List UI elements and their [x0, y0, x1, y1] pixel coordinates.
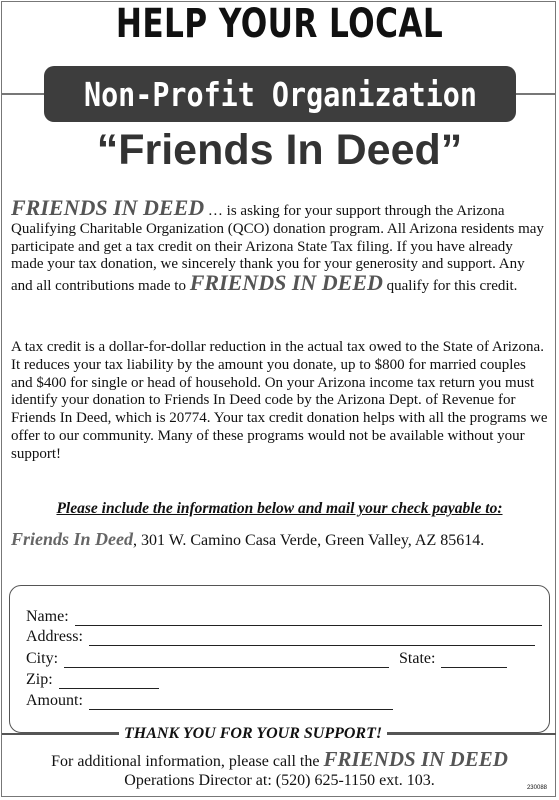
- contact-line-1: [0, 747, 559, 772]
- thank-you-text: THANK YOU FOR YOUR SUPPORT!: [119, 722, 387, 746]
- intro-paragraph: [11, 195, 549, 296]
- tax-credit-paragraph: A tax credit is a dollar-for-dollar reduction in the actual tax owed to the State of Arizona. It reduces your tax liability by the amount you donate, up to $800 for married couples and $400 for single or head of household. On your Arizona income tax return you must identify your donation to Friends In Deed code by the Arizona Dept. of Revenue for Friends In Deed, which is 20774. Your tax credit donation helps with all the programs we offer to our community. Many of these programs would not be available without your support!: [11, 339, 548, 462]
- name-label: Name:: [26, 608, 69, 625]
- mailing-address: [11, 529, 551, 550]
- state-field[interactable]: [441, 653, 507, 668]
- banner-rule-left: [2, 93, 44, 95]
- headline: HELP YOUR LOCAL: [115, 1, 444, 47]
- name-field[interactable]: [75, 611, 542, 626]
- state-label: State:: [399, 650, 436, 667]
- intro-text: … is asking for your support through the Arizona Qualifying Charitable Organization (QCO) donation program. All Arizona residents may participate and get a tax credit on their Arizona State Tax filing. If you have already made your tax donation, we sincerely thank you for your generosity and support. Any and all contributions made to: [11, 203, 544, 295]
- thanks-band: [0, 722, 559, 746]
- amount-row: [26, 690, 393, 710]
- address-field[interactable]: [89, 631, 535, 646]
- donation-form: [9, 585, 550, 733]
- organization-name: “Friends In Deed”: [96, 126, 463, 174]
- banner-text: Non-Profit Organization: [83, 74, 477, 114]
- city-field[interactable]: [64, 653, 389, 668]
- address-row: [26, 626, 535, 646]
- zip-label: Zip:: [26, 671, 53, 688]
- amount-label: Amount:: [26, 692, 83, 709]
- ad-code: 230088: [526, 785, 547, 791]
- address-brand: Friends In Deed: [11, 529, 134, 549]
- city-label: City:: [26, 650, 59, 667]
- name-row: [26, 606, 542, 626]
- address-label: Address:: [26, 628, 83, 645]
- intro-end: qualify for this credit.: [382, 278, 518, 295]
- city-state-row: [26, 648, 507, 668]
- zip-field[interactable]: [59, 674, 159, 689]
- brand-name: FRIENDS IN DEED: [11, 195, 205, 220]
- zip-row: [26, 669, 159, 689]
- address-text: , 301 W. Camino Casa Verde, Green Valley, AZ 85614.: [133, 532, 485, 549]
- contact-pre: For additional information, please call the: [51, 753, 324, 770]
- brand-name-2: FRIENDS IN DEED: [189, 270, 383, 296]
- contact-line-2: Operations Director at: (520) 625-1150 ext. 103.: [124, 772, 435, 789]
- banner-rule-right: [516, 93, 556, 95]
- banner: [44, 66, 516, 122]
- contact-brand: FRIENDS IN DEED: [323, 747, 508, 771]
- mail-instructions: Please include the information below and mail your check payable to:: [56, 500, 503, 517]
- amount-field[interactable]: [89, 695, 393, 710]
